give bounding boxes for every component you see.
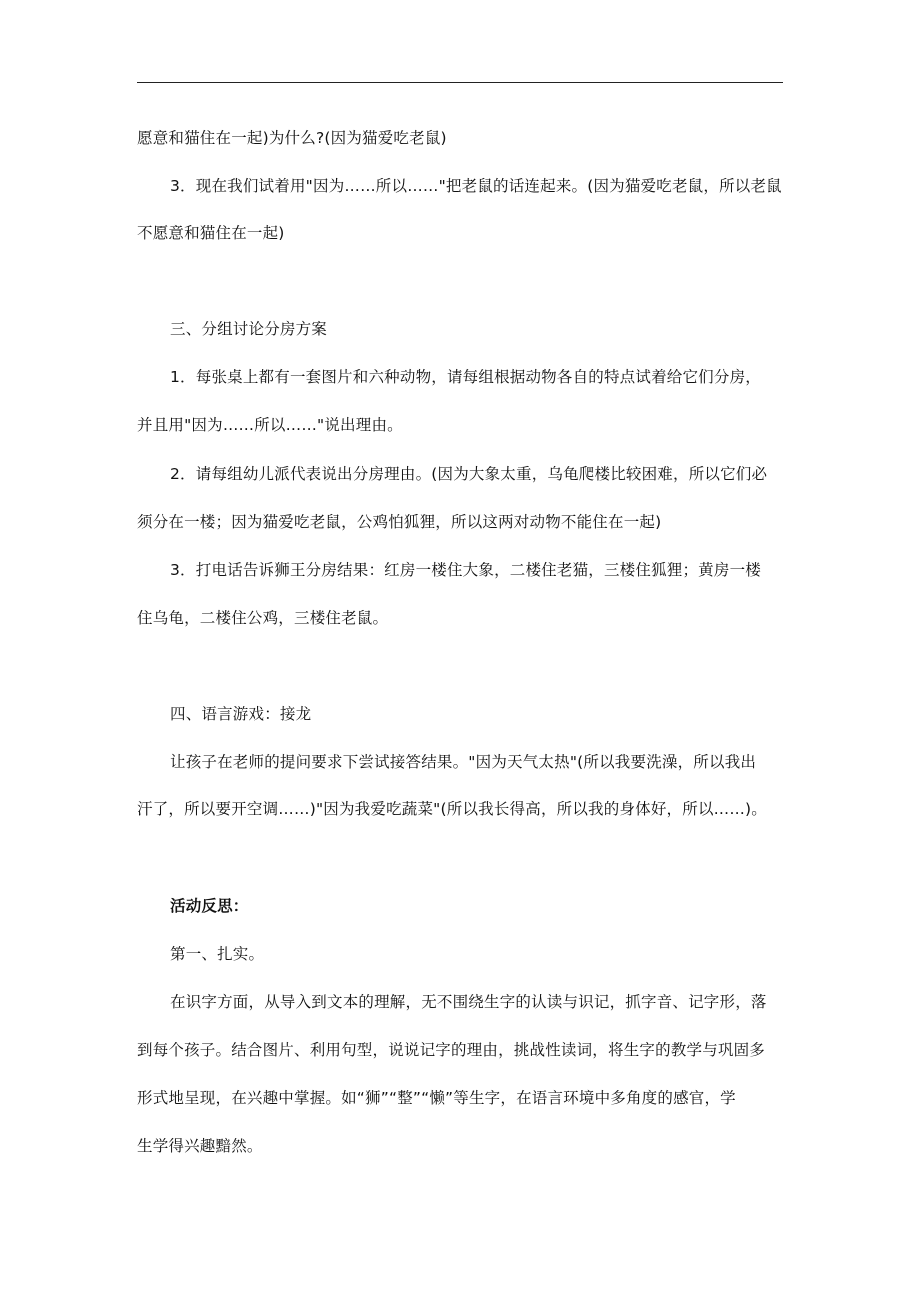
paragraph-line: 到每个孩子。结合图片、利用句型，说说记字的理由，挑战性读词，将生字的教学与巩固多 <box>137 1041 766 1059</box>
paragraph-line: 汗了，所以要开空调……)"因为我爱吃蔬菜"(所以我长得高，所以我的身体好，所以……)。 <box>137 800 768 818</box>
paragraph-line: 1．每张桌上都有一套图片和六种动物，请每组根据动物各自的特点试着给它们分房， <box>170 368 761 386</box>
paragraph-line: 形式地呈现，在兴趣中掌握。如“狮”“整”“懒”等生字，在语言环境中多角度的感官，学 <box>137 1089 736 1107</box>
paragraph-line: 3．现在我们试着用"因为……所以……"把老鼠的话连起来。(因为猫爱吃老鼠，所以老鼠 <box>170 177 782 195</box>
header-rule <box>137 82 783 83</box>
paragraph-line: 须分在一楼；因为猫爱吃老鼠，公鸡怕狐狸，所以这两对动物不能住在一起) <box>137 513 662 531</box>
reflection-heading: 活动反思： <box>170 897 249 915</box>
paragraph-line: 第一、扎实。 <box>170 945 265 963</box>
paragraph-line: 在识字方面，从导入到文本的理解，无不围绕生字的认读与识记，抓字音、记字形，落 <box>170 993 767 1011</box>
paragraph-line: 让孩子在老师的提问要求下尝试接答结果。"因为天气太热"(所以我要洗澡，所以我出 <box>170 753 757 771</box>
section-heading: 四、语言游戏：接龙 <box>170 705 312 723</box>
paragraph-line: 生学得兴趣黯然。 <box>137 1137 263 1155</box>
paragraph-line: 不愿意和猫住在一起) <box>137 224 285 242</box>
paragraph-line: 住乌龟，二楼住公鸡，三楼住老鼠。 <box>137 609 389 627</box>
section-heading: 三、分组讨论分房方案 <box>170 320 328 338</box>
paragraph-line: 2．请每组幼儿派代表说出分房理由。(因为大象太重，乌龟爬楼比较困难，所以它们必 <box>170 465 768 483</box>
paragraph-line: 愿意和猫住在一起)为什么?(因为猫爱吃老鼠) <box>137 129 447 147</box>
paragraph-line: 并且用"因为……所以……"说出理由。 <box>137 416 403 434</box>
paragraph-line: 3．打电话告诉狮王分房结果：红房一楼住大象，二楼住老猫，三楼住狐狸；黄房一楼 <box>170 561 761 579</box>
